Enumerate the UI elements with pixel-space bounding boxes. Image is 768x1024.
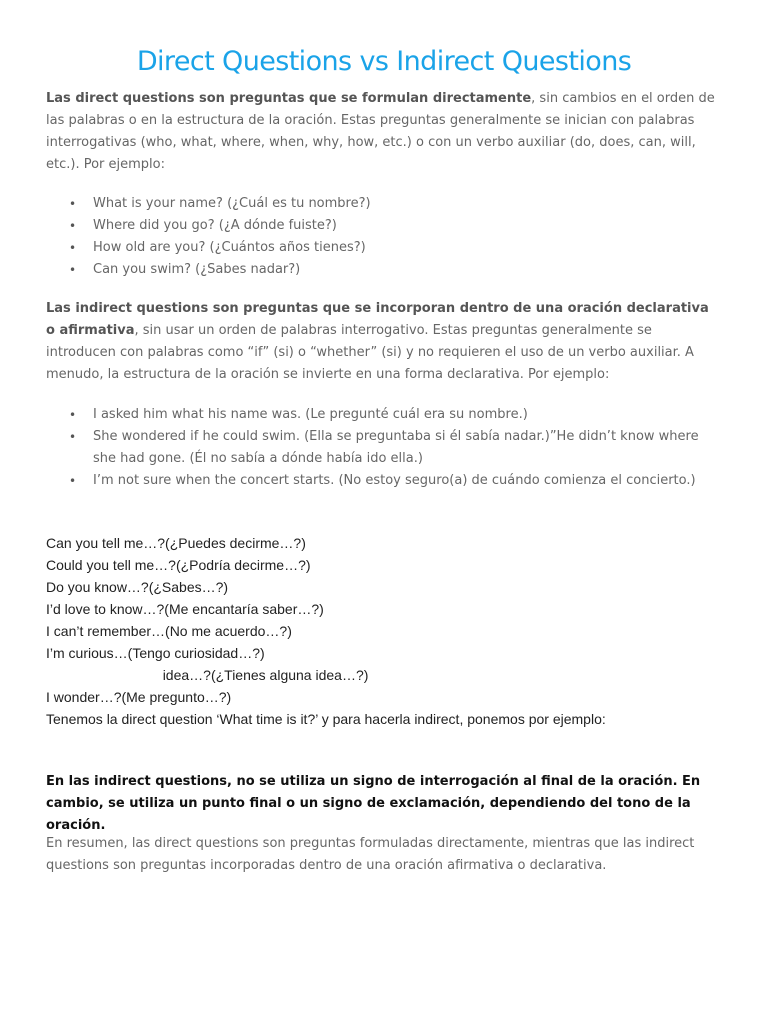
list-item: • She wondered if he could swim. (Ella se preguntaba si él sabía nadar.)”He didn’t know where she had gone. (Él no sabía a dónde había ido ella.): [46, 426, 722, 470]
phrase-line: I can’t remember…(No me acuerdo…?): [46, 623, 292, 639]
phrase-line: Tenemos la direct question ‘What time is it?’ y para hacerla indirect, ponemos por ejemplo:: [46, 711, 606, 727]
direct-intro-paragraph: [46, 88, 722, 176]
indirect-examples-list: [46, 404, 722, 492]
list-item: • What is your name? (¿Cuál es tu nombre?): [46, 193, 722, 215]
list-item: • How old are you? (¿Cuántos años tienes?): [46, 237, 722, 259]
list-item: • I’m not sure when the concert starts. (No estoy seguro(a) de cuándo comienza el concierto.): [46, 470, 722, 492]
phrase-line: Do you know…?(¿Sabes…?): [46, 579, 229, 595]
phrase-line: I’d love to know…?(Me encantaría saber…?): [46, 601, 324, 617]
page-title: Direct Questions vs Indirect Questions: [136, 46, 632, 77]
indirect-intro-bold: Las indirect questions son preguntas que se incorporan dentro de una oración declarativa o afirmativa: [46, 301, 709, 338]
direct-intro-bold: Las direct questions son preguntas que se formulan directamente: [46, 91, 532, 106]
phrase-line: idea…?(¿Tienes alguna idea…?): [46, 667, 369, 683]
summary-paragraph: En resumen, las direct questions son preguntas formuladas directamente, mientras que las indirect questions son preguntas incorporadas dentro de una oración afirmativa o declarativa.: [46, 836, 695, 873]
indirect-intro-rest: , sin usar un orden de palabras interrogativo. Estas preguntas generalmente se introducen con palabras como “if” (si) o “whether” (si) y no requieren el uso de un verbo auxiliar. A menudo, la estructura de la oración se invierte en una forma declarativa. Por ejemplo:: [46, 323, 694, 382]
indirect-intro-paragraph: [46, 298, 722, 386]
phrase-line: I wonder…?(Me pregunto…?): [46, 689, 232, 705]
indirect-phrases-block: [46, 532, 722, 730]
list-item: • Can you swim? (¿Sabes nadar?): [46, 259, 722, 281]
phrase-line: Can you tell me…?(¿Puedes decirme…?): [46, 535, 306, 551]
phrase-line: I’m curious…(Tengo curiosidad…?): [46, 645, 265, 661]
direct-intro-rest: , sin cambios en el orden de las palabras o en la estructura de la oración. Estas preguntas generalmente se inician con palabras interrogativas (who, what, where, when, why, how, etc.) o con un verbo auxiliar (do, does, can, will, etc.). Por ejemplo:: [46, 91, 715, 172]
list-item: • Where did you go? (¿A dónde fuiste?): [46, 215, 722, 237]
punctuation-note: En las indirect questions, no se utiliza un signo de interrogación al final de la oración. En cambio, se utiliza un punto final o un signo de exclamación, dependiendo del tono de la oración.: [46, 774, 701, 833]
direct-examples-list: [46, 193, 722, 281]
phrase-line: Could you tell me…?(¿Podría decirme…?): [46, 557, 311, 573]
list-item: • I asked him what his name was. (Le pregunté cuál era su nombre.): [46, 404, 722, 426]
